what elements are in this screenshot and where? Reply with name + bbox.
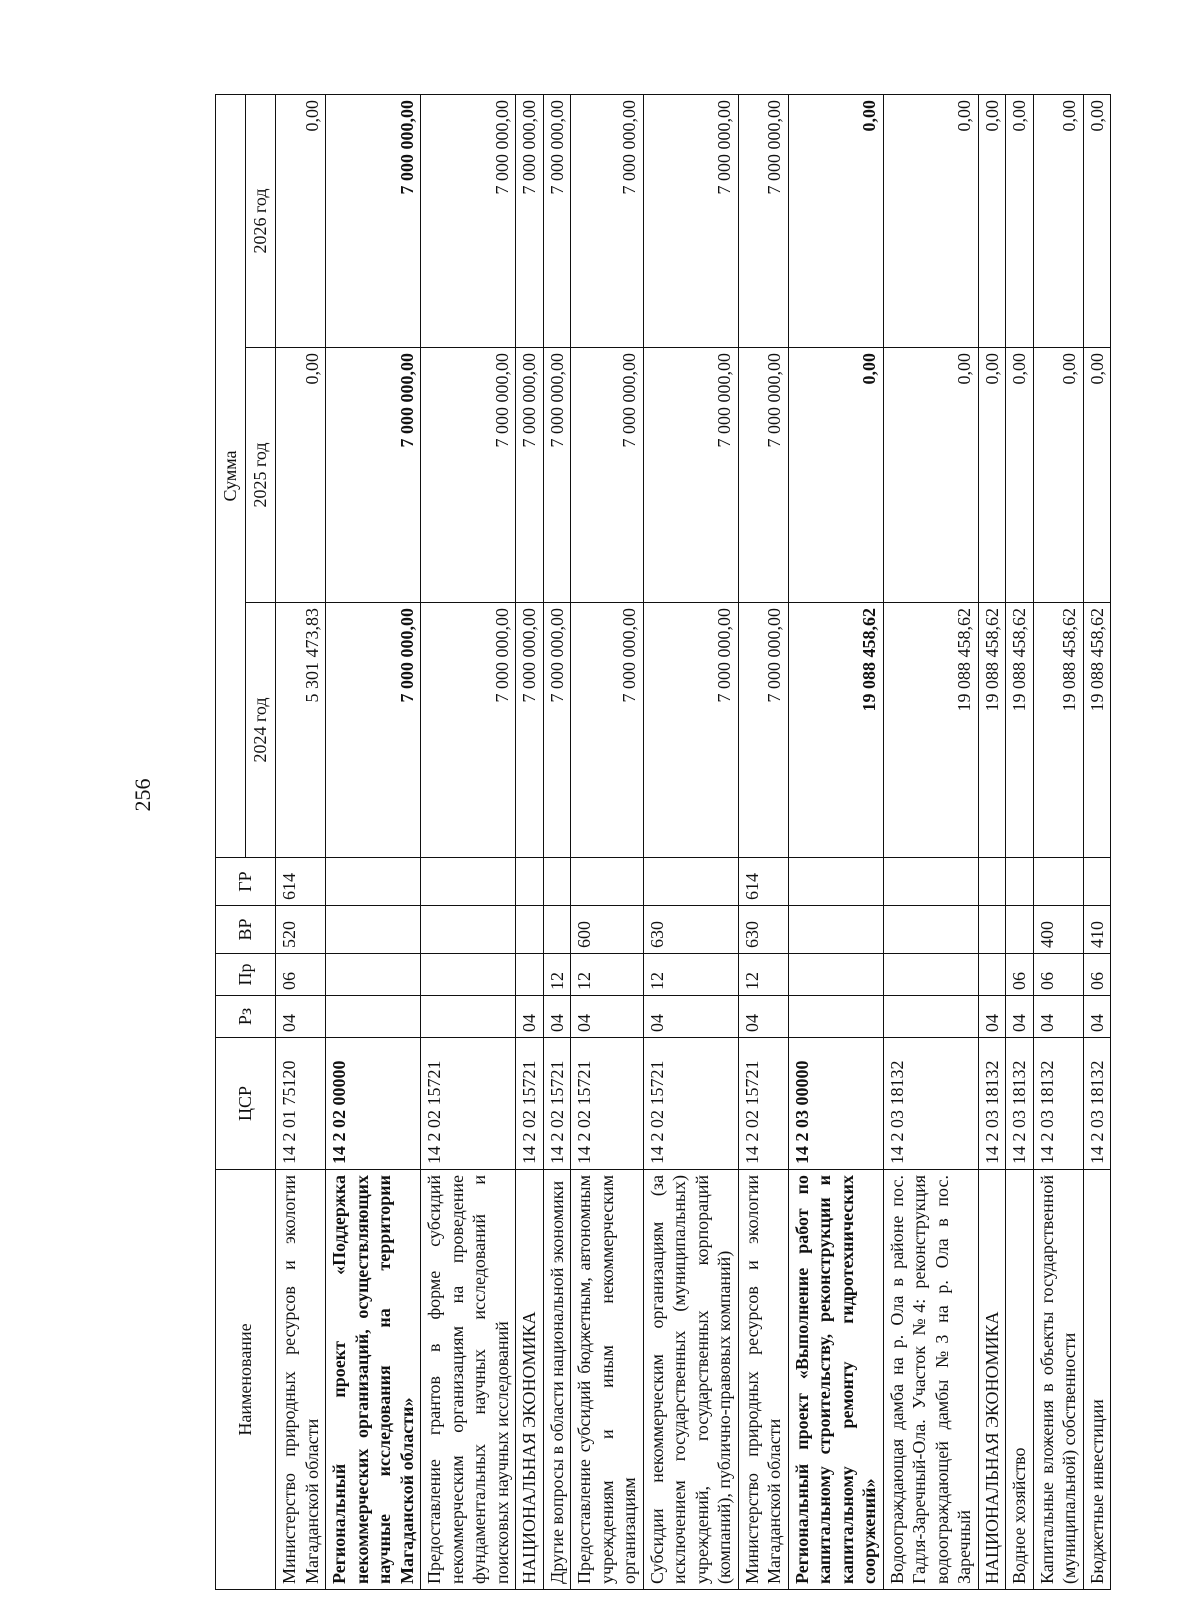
header-name: Наименование — [216, 1170, 276, 1590]
cell-csr: 14 2 01 75120 — [276, 1038, 326, 1170]
table-row — [643, 94, 738, 1589]
cell-2025: 7 000 000,00 — [643, 348, 738, 603]
cell-csr: 14 2 03 00000 — [788, 1038, 883, 1170]
header-vr: ВР — [216, 906, 276, 954]
header-sum: Сумма — [216, 94, 246, 857]
table-row — [276, 94, 326, 1589]
cell-2026: 7 000 000,00 — [738, 94, 788, 347]
cell-rz: 04 — [1033, 996, 1083, 1038]
cell-gr — [883, 858, 978, 906]
cell-2025: 0,00 — [1033, 348, 1083, 603]
cell-2024: 7 000 000,00 — [643, 603, 738, 858]
cell-2024: 7 000 000,00 — [516, 603, 544, 858]
cell-pr: 06 — [1006, 954, 1034, 996]
cell-gr — [543, 858, 571, 906]
cell-csr: 14 2 03 18132 — [978, 1038, 1006, 1170]
cell-2026: 0,00 — [1033, 94, 1083, 347]
cell-2026: 0,00 — [788, 94, 883, 347]
cell-pr: 12 — [571, 954, 644, 996]
cell-2026: 7 000 000,00 — [516, 94, 544, 347]
cell-pr: 12 — [543, 954, 571, 996]
cell-vr: 410 — [1083, 906, 1111, 954]
cell-2024: 19 088 458,62 — [788, 603, 883, 858]
cell-csr: 14 2 03 18132 — [1083, 1038, 1111, 1170]
page-number: 256 — [130, 778, 155, 812]
cell-gr — [788, 858, 883, 906]
cell-2026: 7 000 000,00 — [643, 94, 738, 347]
cell-vr — [516, 906, 544, 954]
cell-2024: 19 088 458,62 — [1033, 603, 1083, 858]
cell-gr — [326, 858, 421, 906]
cell-pr — [978, 954, 1006, 996]
cell-rz: 04 — [978, 996, 1006, 1038]
cell-2026: 0,00 — [1083, 94, 1111, 347]
cell-name: Другие вопросы в области национальной экономики — [543, 1170, 571, 1590]
cell-2025: 0,00 — [788, 348, 883, 603]
cell-pr — [326, 954, 421, 996]
cell-pr — [788, 954, 883, 996]
cell-name: Водное хозяйство — [1006, 1170, 1034, 1590]
cell-name: Субсидии некоммерческим организациям (за исключением государственных (муниципальных) учреждений, государственных корпораций (компаний), публично-правовых компаний) — [643, 1170, 738, 1590]
header-2024: 2024 год — [246, 603, 276, 858]
cell-2024: 19 088 458,62 — [978, 603, 1006, 858]
table-row — [1006, 94, 1034, 1589]
cell-2025: 7 000 000,00 — [738, 348, 788, 603]
cell-csr: 14 2 02 15721 — [738, 1038, 788, 1170]
cell-gr: 614 — [276, 858, 326, 906]
cell-pr: 06 — [276, 954, 326, 996]
cell-rz — [883, 996, 978, 1038]
table-row — [883, 94, 978, 1589]
table-row — [421, 94, 516, 1589]
cell-vr — [421, 906, 516, 954]
cell-rz: 04 — [738, 996, 788, 1038]
table-row — [1083, 94, 1111, 1589]
header-2026: 2026 год — [246, 94, 276, 347]
cell-2024: 7 000 000,00 — [543, 603, 571, 858]
cell-rz: 04 — [276, 996, 326, 1038]
cell-2026: 0,00 — [883, 94, 978, 347]
cell-pr: 12 — [738, 954, 788, 996]
cell-gr — [978, 858, 1006, 906]
cell-2025: 7 000 000,00 — [326, 348, 421, 603]
cell-vr — [1006, 906, 1034, 954]
header-gr: ГР — [216, 858, 276, 906]
cell-pr: 06 — [1083, 954, 1111, 996]
cell-pr: 06 — [1033, 954, 1083, 996]
cell-vr — [543, 906, 571, 954]
cell-gr — [1033, 858, 1083, 906]
cell-2024: 19 088 458,62 — [883, 603, 978, 858]
cell-rz: 04 — [1083, 996, 1111, 1038]
cell-name: Министерство природных ресурсов и экологии Магаданской области — [738, 1170, 788, 1590]
cell-gr — [643, 858, 738, 906]
cell-2026: 0,00 — [276, 94, 326, 347]
cell-2024: 7 000 000,00 — [738, 603, 788, 858]
cell-vr: 630 — [643, 906, 738, 954]
cell-rz — [421, 996, 516, 1038]
cell-2025: 0,00 — [1006, 348, 1034, 603]
cell-2025: 0,00 — [978, 348, 1006, 603]
cell-vr: 520 — [276, 906, 326, 954]
cell-2025: 0,00 — [276, 348, 326, 603]
cell-2026: 7 000 000,00 — [326, 94, 421, 347]
table-body — [276, 94, 1111, 1589]
table-row — [543, 94, 571, 1589]
cell-gr — [1083, 858, 1111, 906]
cell-pr — [883, 954, 978, 996]
cell-name: Бюджетные инвестиции — [1083, 1170, 1111, 1590]
cell-name: Водоограждающая дамба на р. Ола в районе пос. Гадля-Заречный-Ола. Участок №4: реконструкция водоограждающей дамбы №3 на р. Ола в пос. Заречный — [883, 1170, 978, 1590]
cell-vr — [788, 906, 883, 954]
cell-rz: 04 — [643, 996, 738, 1038]
table-row — [788, 94, 883, 1589]
table-row — [738, 94, 788, 1589]
cell-csr: 14 2 02 15721 — [543, 1038, 571, 1170]
cell-vr — [978, 906, 1006, 954]
cell-2024: 7 000 000,00 — [421, 603, 516, 858]
budget-table — [215, 94, 1111, 1590]
table-row — [978, 94, 1006, 1589]
cell-rz — [788, 996, 883, 1038]
cell-gr — [571, 858, 644, 906]
cell-name: Региональный проект «Выполнение работ по капитальному строительству, реконструкции и капитальному ремонту гидротехнических сооружений» — [788, 1170, 883, 1590]
cell-gr: 614 — [738, 858, 788, 906]
header-2025: 2025 год — [246, 348, 276, 603]
cell-gr — [1006, 858, 1034, 906]
cell-2026: 7 000 000,00 — [543, 94, 571, 347]
cell-2026: 0,00 — [1006, 94, 1034, 347]
table-row — [326, 94, 421, 1589]
cell-pr: 12 — [643, 954, 738, 996]
cell-2026: 7 000 000,00 — [571, 94, 644, 347]
cell-pr — [421, 954, 516, 996]
cell-rz: 04 — [1006, 996, 1034, 1038]
table-row — [1033, 94, 1083, 1589]
cell-name: Предоставление субсидий бюджетным, автономным учреждениям и иным некоммерческим организациям — [571, 1170, 644, 1590]
cell-rz — [326, 996, 421, 1038]
cell-csr: 14 2 02 00000 — [326, 1038, 421, 1170]
cell-csr: 14 2 02 15721 — [516, 1038, 544, 1170]
table-row — [571, 94, 644, 1589]
cell-rz: 04 — [516, 996, 544, 1038]
cell-name: НАЦИОНАЛЬНАЯ ЭКОНОМИКА — [978, 1170, 1006, 1590]
cell-2025: 0,00 — [883, 348, 978, 603]
cell-rz: 04 — [543, 996, 571, 1038]
cell-name: НАЦИОНАЛЬНАЯ ЭКОНОМИКА — [516, 1170, 544, 1590]
cell-vr — [326, 906, 421, 954]
cell-name: Региональный проект «Поддержка некоммерческих организаций, осуществляющих научные исследования на территории Магаданской области» — [326, 1170, 421, 1590]
cell-2024: 19 088 458,62 — [1006, 603, 1034, 858]
cell-vr: 600 — [571, 906, 644, 954]
cell-vr: 630 — [738, 906, 788, 954]
cell-2026: 7 000 000,00 — [421, 94, 516, 347]
cell-csr: 14 2 02 15721 — [571, 1038, 644, 1170]
table-row — [516, 94, 544, 1589]
cell-name: Предоставление грантов в форме субсидий некоммерческим организациям на проведение фундаментальных научных исследований и поисковых научных исследований — [421, 1170, 516, 1590]
cell-2026: 0,00 — [978, 94, 1006, 347]
cell-vr — [883, 906, 978, 954]
cell-rz: 04 — [571, 996, 644, 1038]
cell-csr: 14 2 02 15721 — [643, 1038, 738, 1170]
cell-csr: 14 2 03 18132 — [883, 1038, 978, 1170]
cell-2025: 7 000 000,00 — [516, 348, 544, 603]
cell-gr — [421, 858, 516, 906]
cell-2024: 7 000 000,00 — [571, 603, 644, 858]
cell-2024: 19 088 458,62 — [1083, 603, 1111, 858]
cell-2025: 0,00 — [1083, 348, 1111, 603]
cell-csr: 14 2 03 18132 — [1006, 1038, 1034, 1170]
cell-name: Министерство природных ресурсов и экологии Магаданской области — [276, 1170, 326, 1590]
cell-csr: 14 2 02 15721 — [421, 1038, 516, 1170]
cell-2025: 7 000 000,00 — [543, 348, 571, 603]
header-rz: Рз — [216, 996, 276, 1038]
rotated-table-wrapper — [215, 95, 1107, 1590]
cell-2024: 5 301 473,83 — [276, 603, 326, 858]
cell-pr — [516, 954, 544, 996]
cell-gr — [516, 858, 544, 906]
cell-2025: 7 000 000,00 — [421, 348, 516, 603]
header-csr: ЦСР — [216, 1038, 276, 1170]
cell-csr: 14 2 03 18132 — [1033, 1038, 1083, 1170]
cell-vr: 400 — [1033, 906, 1083, 954]
cell-2025: 7 000 000,00 — [571, 348, 644, 603]
header-pr: Пр — [216, 954, 276, 996]
cell-2024: 7 000 000,00 — [326, 603, 421, 858]
cell-name: Капитальные вложения в объекты государственной (муниципальной) собственности — [1033, 1170, 1083, 1590]
